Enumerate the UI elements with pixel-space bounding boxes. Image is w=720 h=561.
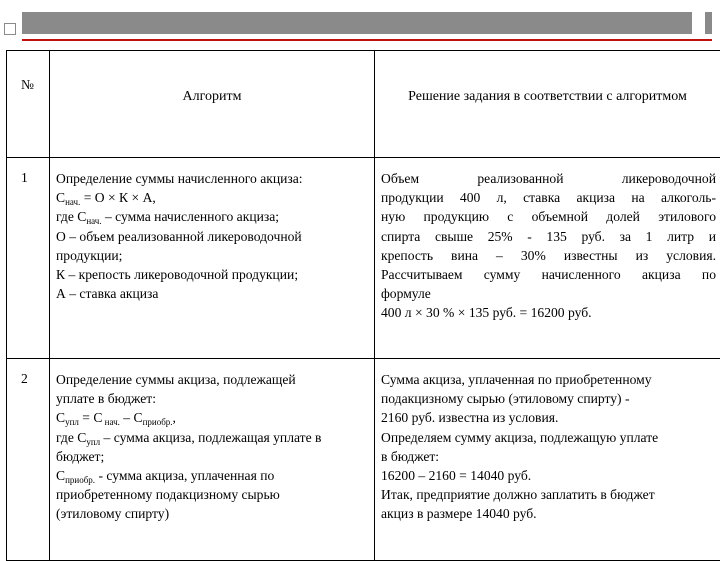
- row-number: 2: [7, 359, 50, 561]
- cell-line: подакцизному сырью (этиловому спирту) -: [381, 389, 716, 408]
- bullet-square-icon: [4, 23, 16, 35]
- cell-line: К – крепость ликероводочной продукции;: [56, 265, 370, 284]
- row-number: 1: [7, 158, 50, 359]
- cell-line: А – ставка акциза: [56, 284, 370, 303]
- cell-line: Рассчитываем сумму начисленного акциза по: [381, 265, 716, 284]
- algorithm-cell: [50, 359, 375, 561]
- cell-line: Определение суммы начисленного акциза:: [56, 169, 370, 188]
- title-bar-square: [689, 12, 705, 34]
- cell-line: продукции;: [56, 246, 370, 265]
- title-bar-decoration: [22, 12, 712, 34]
- header-number: №: [7, 51, 50, 158]
- cell-line: Определяем сумму акциза, подлежащую уплате: [381, 428, 716, 447]
- cell-line: уплате в бюджет:: [56, 389, 370, 408]
- header-algorithm: Алгоритм: [50, 87, 374, 106]
- solution-cell: [375, 158, 720, 359]
- cell-line: Объем реализованной ликероводочной: [381, 169, 716, 188]
- cell-line: 2160 руб. известна из условия.: [381, 408, 716, 427]
- cell-line: крепость вина – 30% известны из условия.: [381, 246, 716, 265]
- cell-line: 400 л × 30 % × 135 руб. = 16200 руб.: [381, 303, 716, 322]
- cell-line: где $С_{упл}$ – сумма акциза, подлежащая уплате в: [56, 428, 370, 447]
- algorithm-cell: [50, 158, 375, 359]
- cell-line: формуле: [381, 284, 716, 303]
- cell-line: бюджет;: [56, 447, 370, 466]
- table-header-row: [7, 51, 720, 158]
- cell-line: О – объем реализованной ликероводочной: [56, 227, 370, 246]
- cell-line: в бюджет:: [381, 447, 716, 466]
- cell-line: Итак, предприятие должно заплатить в бюджет: [381, 485, 716, 504]
- cell-line: $С_{нач.} = О \times К \times А$,: [56, 188, 370, 207]
- cell-line: Сумма акциза, уплаченная по приобретенному: [381, 370, 716, 389]
- table-row: [7, 359, 720, 561]
- cell-line: ную продукцию с объемной долей этилового: [381, 207, 716, 226]
- cell-line: где $С_{нач.}$ – сумма начисленного акциза;: [56, 207, 370, 226]
- cell-line: $С_{приобр.}$ - сумма акциза, уплаченная по: [56, 466, 370, 485]
- cell-line: $С_{упл} = С$ $_{нач.} - С_{приобр.}$,: [56, 408, 370, 427]
- title-underline: [22, 39, 712, 41]
- cell-line: спирта свыше 25% - 135 руб. за 1 литр и: [381, 227, 716, 246]
- algorithm-table: [6, 50, 720, 561]
- header-solution-cell: [375, 51, 720, 158]
- cell-line: продукции 400 л, ставка акциза на алкоголь-: [381, 188, 716, 207]
- header-algorithm-cell: [50, 51, 375, 158]
- cell-line: 16200 – 2160 = 14040 руб.: [381, 466, 716, 485]
- cell-line: (этиловому спирту): [56, 504, 370, 523]
- table-row: [7, 158, 720, 359]
- cell-line: приобретенному подакцизному сырью: [56, 485, 370, 504]
- cell-line: Определение суммы акциза, подлежащей: [56, 370, 370, 389]
- cell-line: акциз в размере 14040 руб.: [381, 504, 716, 523]
- header-solution: Решение задания в соответствии с алгоритмом: [375, 87, 720, 106]
- solution-cell: [375, 359, 720, 561]
